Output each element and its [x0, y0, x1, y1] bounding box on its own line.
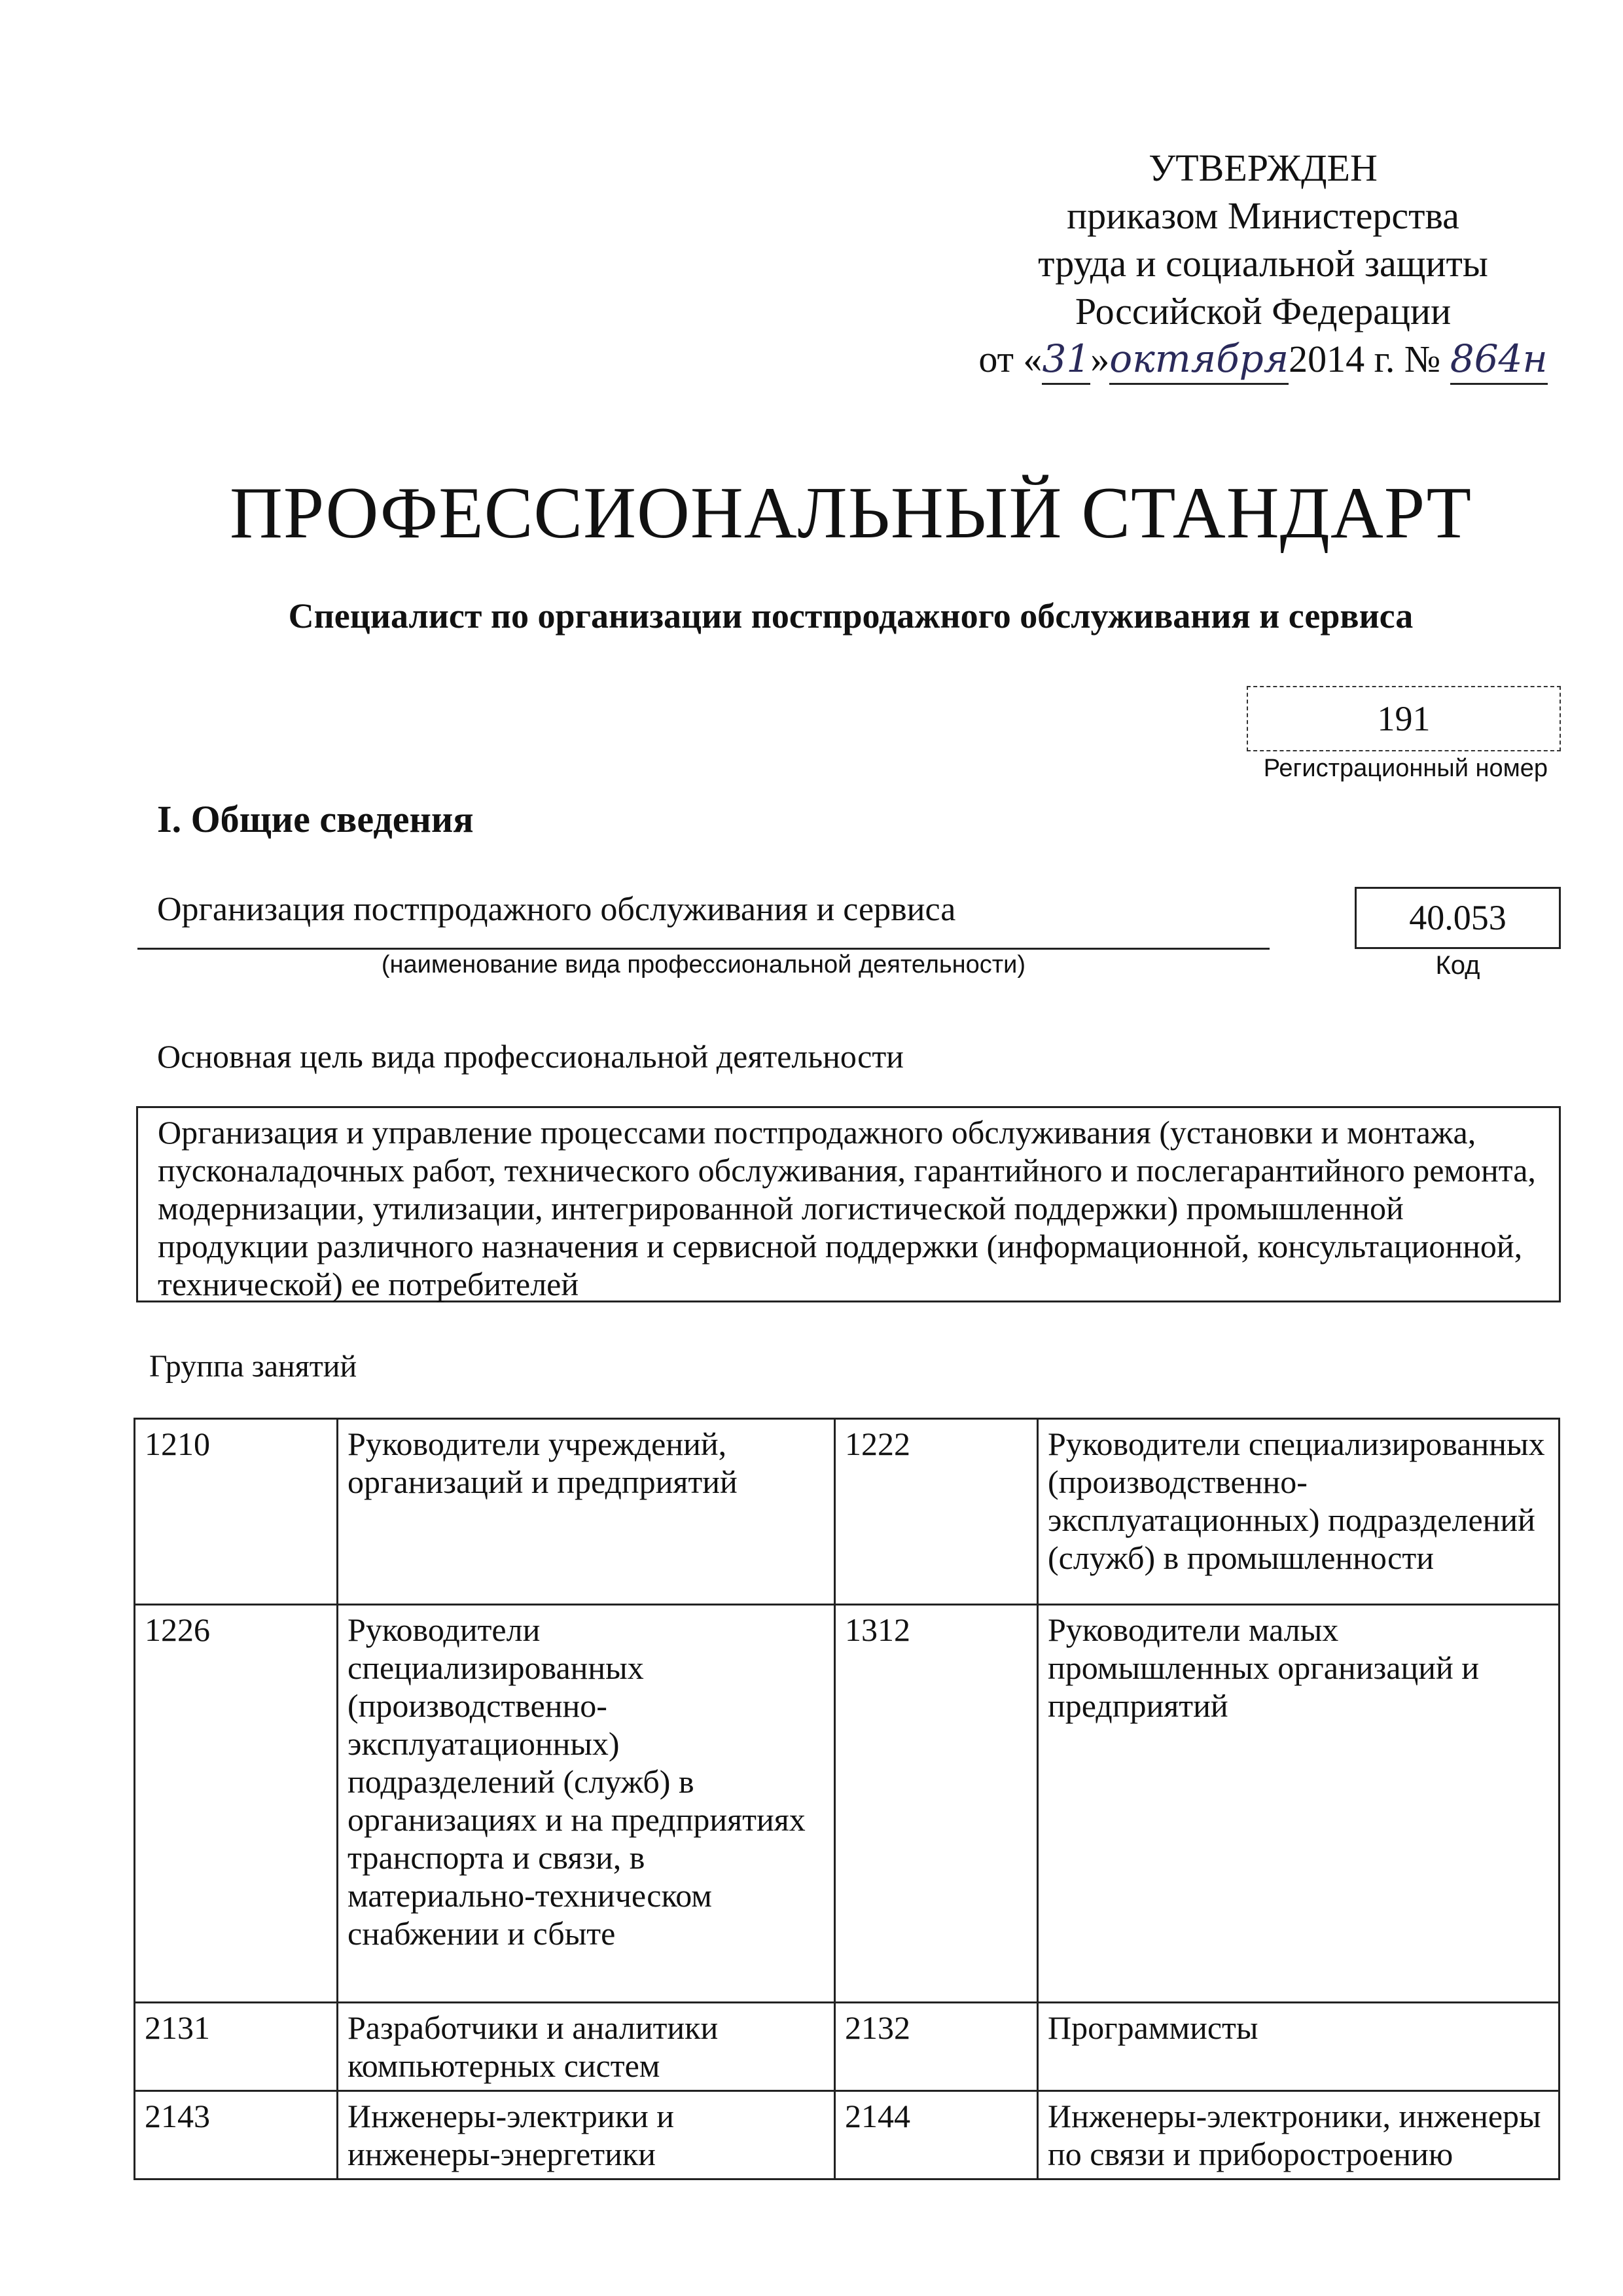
- registration-number-label: Регистрационный номер: [1263, 755, 1548, 782]
- group-code: 2144: [835, 2091, 1038, 2179]
- date-year: 2014 г. №: [1289, 338, 1441, 380]
- occupation-group-label: Группа занятий: [149, 1349, 357, 1384]
- group-name: Руководители специализированных (производственно-эксплуатационных) подразделений (служб) в организациях и на предприятиях транспорта и связи, в материально-техническом снабжении и сбыте: [338, 1605, 835, 2003]
- table-row: [135, 2003, 1560, 2091]
- group-name: Инженеры-электрики и инженеры-энергетики: [338, 2091, 835, 2179]
- group-code: 2131: [135, 2003, 338, 2091]
- date-prefix: от «: [978, 338, 1043, 380]
- approval-line: приказом Министерства: [1067, 194, 1459, 237]
- group-name: Руководители специализированных (производственно-эксплуатационных) подразделений (служб) в промышленности: [1038, 1419, 1560, 1605]
- activity-code-label: Код: [1435, 951, 1480, 980]
- date-day: 31: [1042, 335, 1090, 385]
- date-month: октября: [1109, 335, 1289, 385]
- group-name: Инженеры-электроники, инженеры по связи и приборостроению: [1038, 2091, 1560, 2179]
- group-code: 2143: [135, 2091, 338, 2179]
- section-heading: I. Общие сведения: [157, 798, 474, 840]
- approval-date-line: [969, 335, 1558, 385]
- group-code: 1312: [835, 1605, 1038, 2003]
- goal-label: Основная цель вида профессиональной деятельности: [157, 1038, 904, 1075]
- table-row: [135, 1605, 1560, 2003]
- approval-line: труда и социальной защиты: [1038, 242, 1488, 285]
- group-code: 1226: [135, 1605, 338, 2003]
- occupation-groups-table: [134, 1418, 1560, 2180]
- activity-underline: [137, 948, 1270, 950]
- document-title: ПРОФЕССИОНАЛЬНЫЙ СТАНДАРТ: [230, 473, 1472, 554]
- date-mid: »: [1090, 338, 1110, 380]
- group-name: Руководители малых промышленных организаций и предприятий: [1038, 1605, 1560, 2003]
- activity-name: Организация постпродажного обслуживания и сервиса: [157, 891, 956, 928]
- order-number: 864н: [1450, 335, 1548, 385]
- group-code: 1222: [835, 1419, 1038, 1605]
- table-row: [135, 2091, 1560, 2179]
- activity-code-box: 40.053: [1355, 887, 1561, 949]
- group-name: Программисты: [1038, 2003, 1560, 2091]
- approval-block: [969, 144, 1558, 385]
- registration-number-box: 191: [1247, 686, 1561, 751]
- group-name: Руководители учреждений, организаций и предприятий: [338, 1419, 835, 1605]
- table-row: [135, 1419, 1560, 1605]
- goal-text: Организация и управление процессами постпродажного обслуживания (установки и монтажа, пусконаладочных работ, технического обслуживания, гарантийного и послегарантийного ремонта, модернизации, утилизации, интегрированной логистической поддержки) промышленной продукции различного назначения и сервисной поддержки (информационной, консультационной, технической) ее потребителей: [136, 1106, 1561, 1302]
- group-code: 1210: [135, 1419, 338, 1605]
- approval-line: Российской Федерации: [1075, 290, 1452, 332]
- group-name: Разработчики и аналитики компьютерных систем: [338, 2003, 835, 2091]
- document-subtitle: Специалист по организации постпродажного обслуживания и сервиса: [288, 596, 1414, 636]
- activity-note: (наименование вида профессиональной деятельности): [381, 951, 1026, 978]
- approval-heading: УТВЕРЖДЕН: [1149, 147, 1378, 189]
- group-code: 2132: [835, 2003, 1038, 2091]
